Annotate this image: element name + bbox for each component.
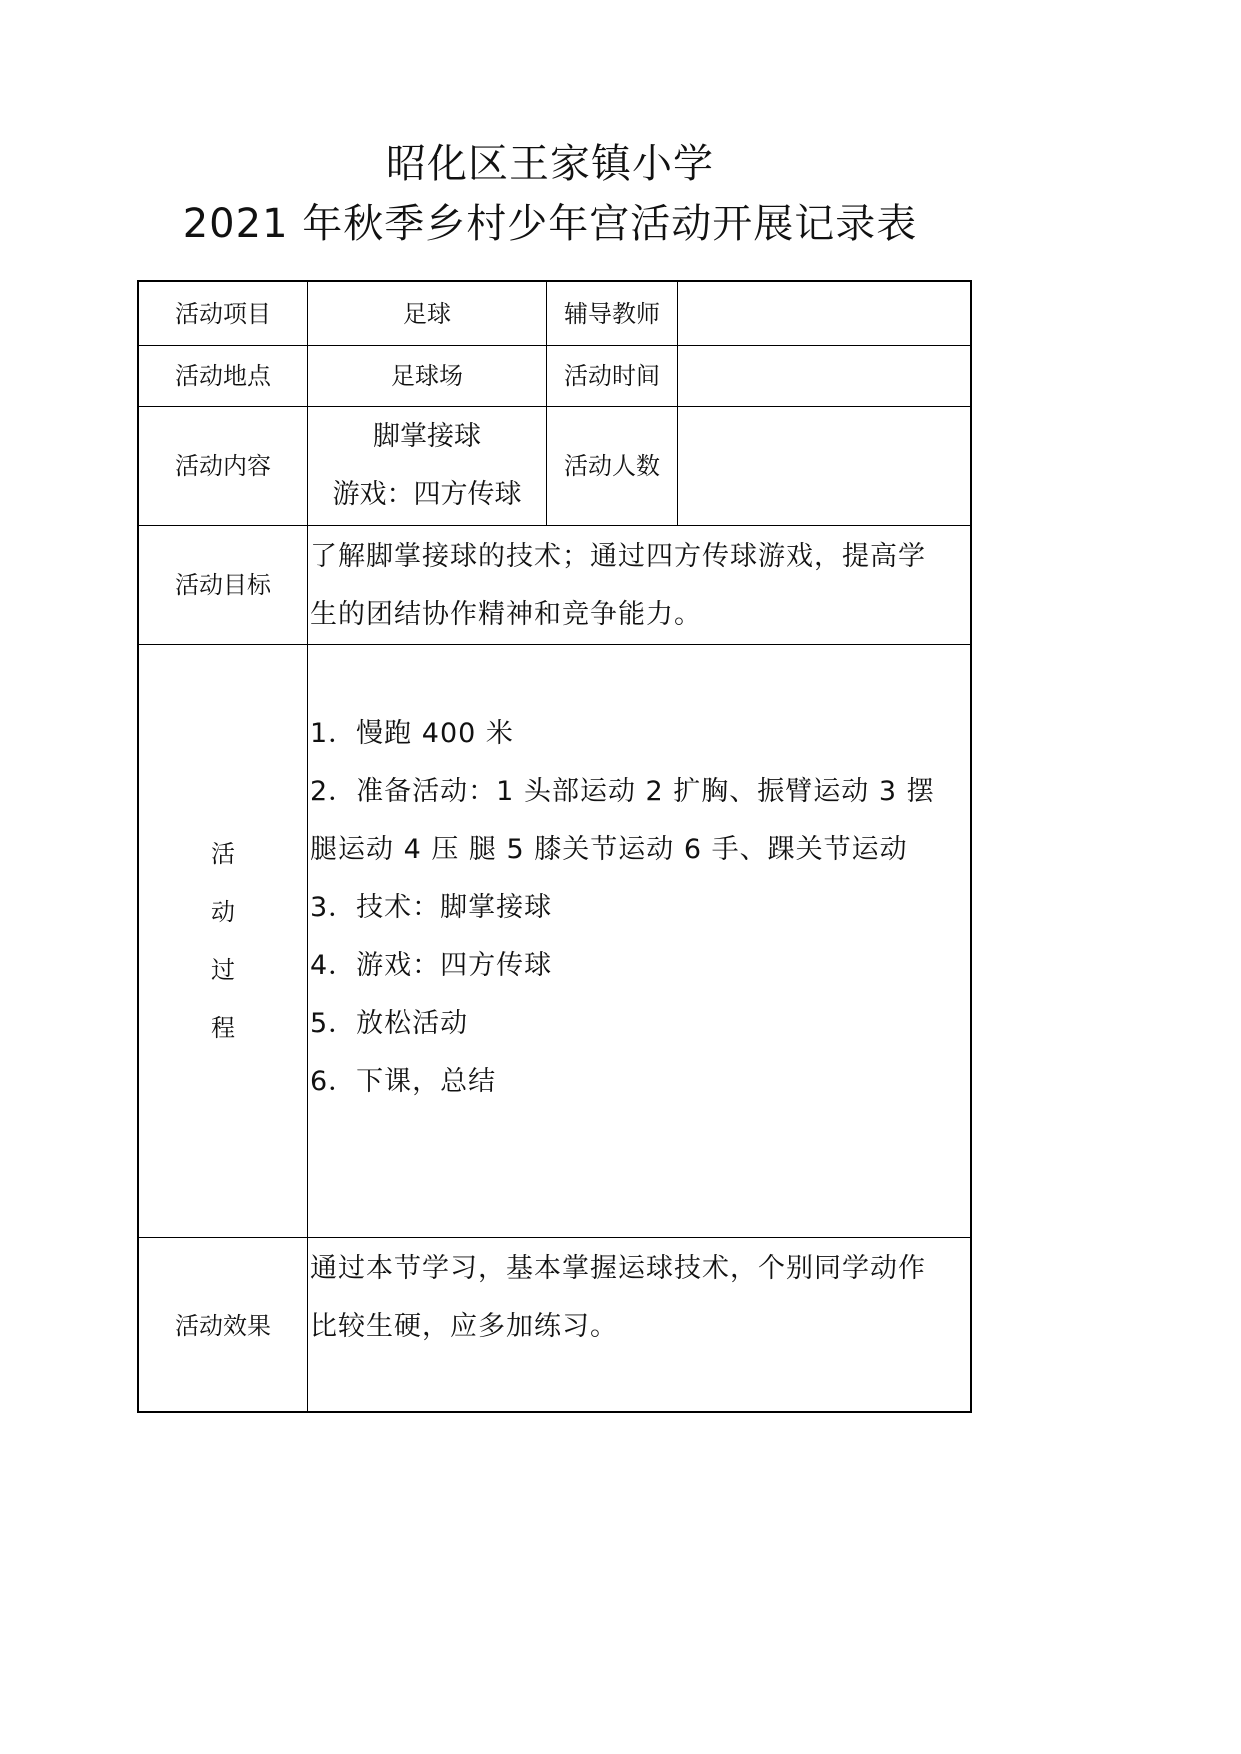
- effect-line: 通过本节学习，基本掌握运球技术，个别同学动作: [310, 1253, 926, 1284]
- teacher-label: 辅导教师: [564, 299, 660, 328]
- location-value[interactable]: 足球场: [391, 362, 463, 390]
- form-title: 2021 年秋季乡村少年宫活动开展记录表: [182, 201, 918, 247]
- effect-line: 比较生硬，应多加练习。: [310, 1311, 618, 1342]
- process-step: 5．放松活动: [310, 1008, 469, 1039]
- process-step: 腿运动 4 压 腿 5 膝关节运动 6 手、踝关节运动: [310, 834, 908, 865]
- effect-value[interactable]: [310, 1240, 970, 1356]
- effect-label: 活动效果: [175, 1311, 271, 1340]
- goal-value[interactable]: [310, 528, 970, 644]
- goal-line: 了解脚掌接球的技术；通过四方传球游戏，提高学: [310, 541, 926, 572]
- process-step: 2．准备活动：1 头部运动 2 扩胸、振臂运动 3 摆: [310, 776, 935, 807]
- process-label-char: 动: [211, 898, 235, 926]
- time-value[interactable]: [678, 346, 970, 406]
- school-name: 昭化区王家镇小学: [386, 141, 714, 187]
- process-steps[interactable]: [310, 705, 970, 1111]
- headcount-label: 活动人数: [564, 452, 660, 480]
- teacher-value[interactable]: [678, 282, 970, 345]
- content-line: 脚掌接球: [373, 421, 481, 452]
- project-value[interactable]: 足球: [403, 299, 451, 328]
- goal-label: 活动目标: [175, 571, 271, 599]
- process-label-char: 程: [211, 1014, 235, 1042]
- process-label-char: 活: [211, 840, 235, 868]
- time-label: 活动时间: [564, 362, 660, 390]
- process-step: 6．下课，总结: [310, 1066, 497, 1097]
- content-label: 活动内容: [175, 452, 271, 480]
- record-table: [137, 280, 972, 1413]
- process-step: 4．游戏：四方传球: [310, 950, 553, 981]
- content-line: 游戏：四方传球: [332, 479, 522, 510]
- process-label: [139, 645, 307, 1237]
- headcount-value[interactable]: [678, 407, 970, 525]
- process-step: 1．慢跑 400 米: [310, 718, 514, 749]
- process-step: 3．技术：脚掌接球: [310, 892, 553, 923]
- project-label: 活动项目: [175, 299, 271, 328]
- location-label: 活动地点: [175, 362, 271, 390]
- content-value[interactable]: [308, 407, 546, 525]
- process-label-char: 过: [211, 956, 235, 984]
- goal-line: 生的团结协作精神和竞争能力。: [310, 599, 702, 630]
